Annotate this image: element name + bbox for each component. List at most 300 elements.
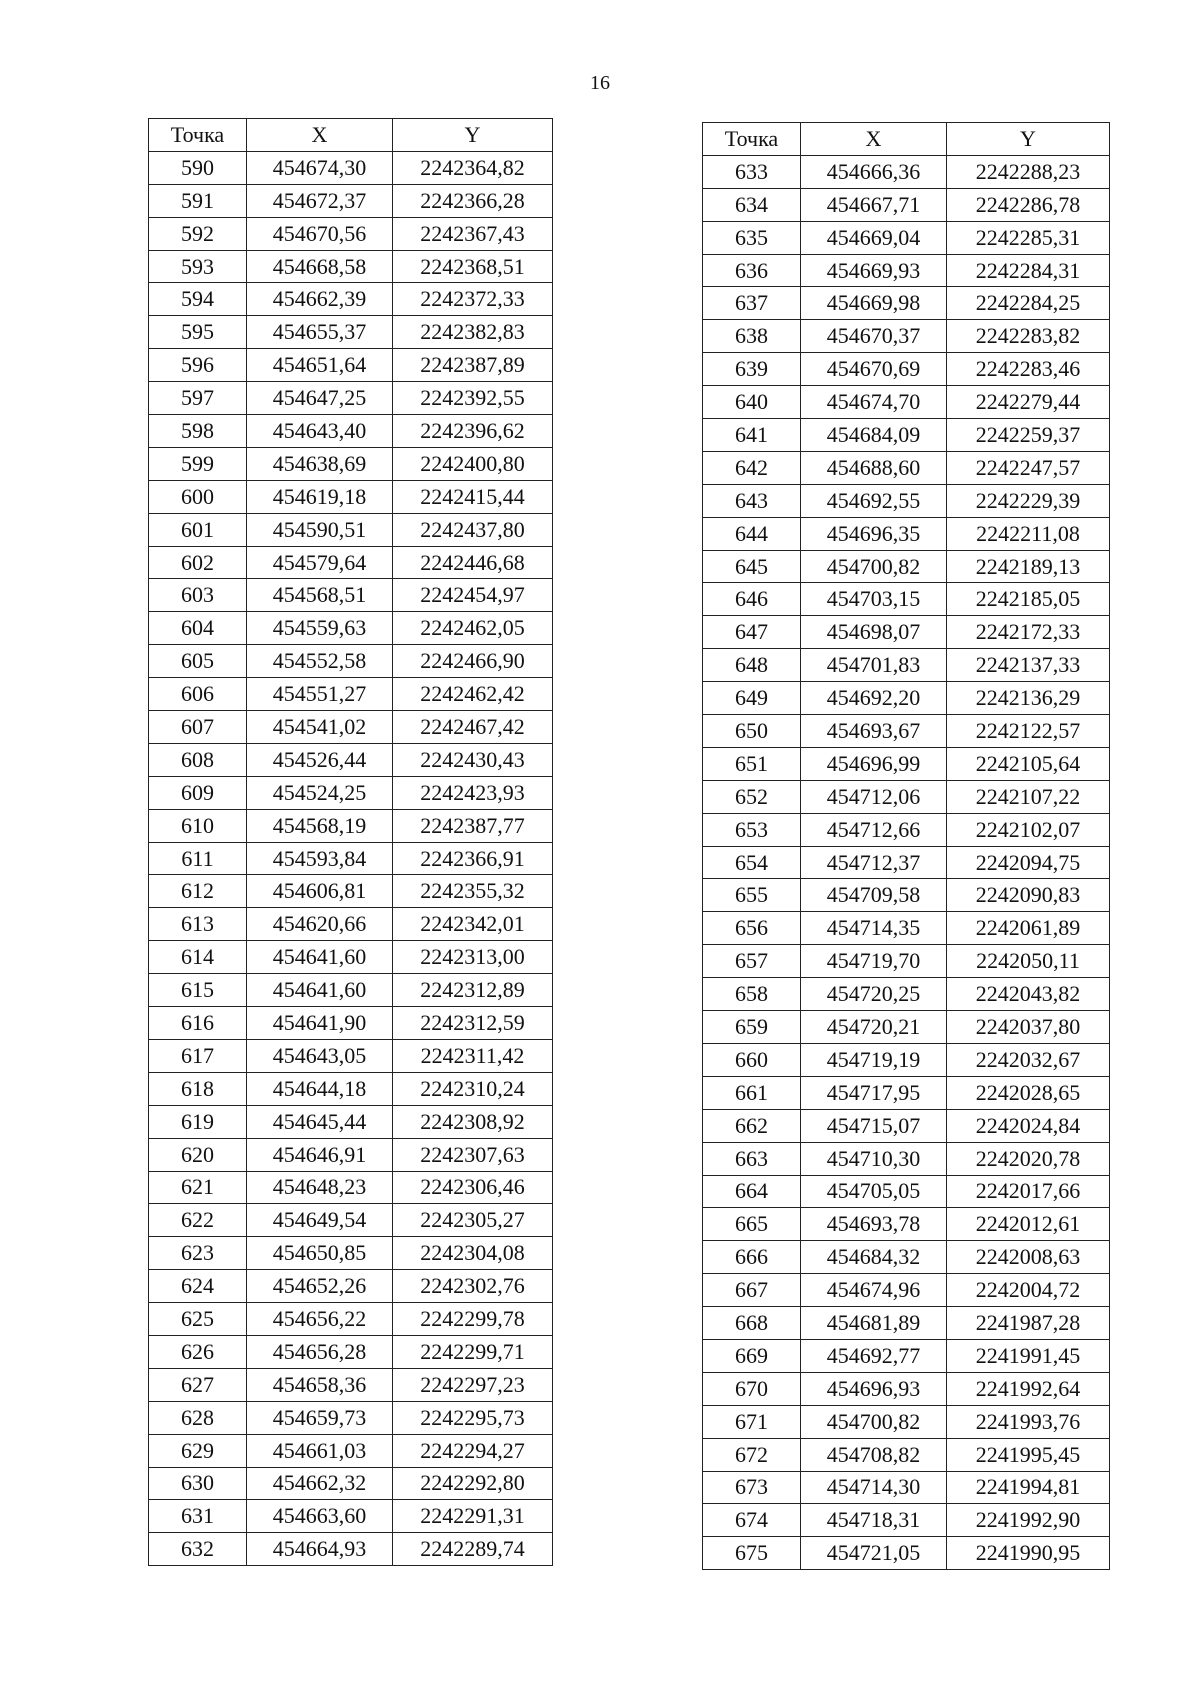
cell-y: 2242387,77 [393, 809, 553, 842]
cell-point: 642 [703, 451, 801, 484]
cell-x: 454641,60 [247, 941, 393, 974]
table-row [149, 447, 553, 480]
cell-y: 2242294,27 [393, 1434, 553, 1467]
cell-point: 622 [149, 1204, 247, 1237]
cell-point: 661 [703, 1076, 801, 1109]
table-row [703, 1011, 1110, 1044]
cell-y: 2242304,08 [393, 1237, 553, 1270]
cell-point: 619 [149, 1105, 247, 1138]
header-y: Y [393, 119, 553, 152]
cell-point: 618 [149, 1072, 247, 1105]
table-row [149, 908, 553, 941]
table-row [149, 1171, 553, 1204]
cell-x: 454715,07 [801, 1109, 947, 1142]
table-row [703, 1142, 1110, 1175]
cell-y: 2242462,05 [393, 612, 553, 645]
cell-point: 606 [149, 678, 247, 711]
cell-point: 654 [703, 846, 801, 879]
cell-point: 652 [703, 780, 801, 813]
cell-point: 602 [149, 546, 247, 579]
cell-x: 454700,82 [801, 550, 947, 583]
cell-point: 640 [703, 386, 801, 419]
cell-x: 454692,77 [801, 1339, 947, 1372]
table-row [703, 1175, 1110, 1208]
cell-x: 454661,03 [247, 1434, 393, 1467]
cell-x: 454696,99 [801, 747, 947, 780]
cell-y: 2242454,97 [393, 579, 553, 612]
cell-point: 648 [703, 649, 801, 682]
table-row [703, 945, 1110, 978]
cell-x: 454641,90 [247, 1007, 393, 1040]
table-row [149, 579, 553, 612]
table-row [703, 1438, 1110, 1471]
cell-point: 660 [703, 1043, 801, 1076]
coordinates-table-right [702, 122, 1110, 1570]
cell-y: 2242283,46 [947, 353, 1110, 386]
cell-x: 454714,30 [801, 1471, 947, 1504]
table-row [703, 583, 1110, 616]
table-row [703, 879, 1110, 912]
cell-y: 2242342,01 [393, 908, 553, 941]
table-row [149, 743, 553, 776]
table-row [149, 217, 553, 250]
cell-y: 2242284,31 [947, 254, 1110, 287]
cell-point: 594 [149, 283, 247, 316]
table-row [703, 1339, 1110, 1372]
table-row [149, 151, 553, 184]
cell-y: 2242032,67 [947, 1043, 1110, 1076]
table-row [149, 382, 553, 415]
cell-y: 2242466,90 [393, 645, 553, 678]
table-row [149, 678, 553, 711]
cell-x: 454712,06 [801, 780, 947, 813]
cell-y: 2242102,07 [947, 813, 1110, 846]
cell-y: 2242355,32 [393, 875, 553, 908]
cell-x: 454647,25 [247, 382, 393, 415]
cell-point: 603 [149, 579, 247, 612]
table-row [703, 1208, 1110, 1241]
coordinates-table-left [148, 118, 553, 1566]
cell-y: 2242423,93 [393, 776, 553, 809]
cell-point: 607 [149, 711, 247, 744]
cell-y: 2242372,33 [393, 283, 553, 316]
table-row [703, 1537, 1110, 1570]
table-row [149, 1072, 553, 1105]
cell-x: 454719,70 [801, 945, 947, 978]
cell-y: 2242289,74 [393, 1533, 553, 1566]
cell-y: 2242392,55 [393, 382, 553, 415]
table-row [149, 809, 553, 842]
table-row [703, 978, 1110, 1011]
cell-x: 454667,71 [801, 188, 947, 221]
cell-point: 650 [703, 715, 801, 748]
table-row [703, 1471, 1110, 1504]
cell-y: 2242211,08 [947, 517, 1110, 550]
cell-x: 454552,58 [247, 645, 393, 678]
cell-x: 454655,37 [247, 316, 393, 349]
cell-x: 454645,44 [247, 1105, 393, 1138]
cell-y: 2242286,78 [947, 188, 1110, 221]
cell-y: 2242090,83 [947, 879, 1110, 912]
cell-x: 454656,22 [247, 1303, 393, 1336]
cell-y: 2242364,82 [393, 151, 553, 184]
cell-point: 655 [703, 879, 801, 912]
cell-point: 631 [149, 1500, 247, 1533]
table-row [149, 546, 553, 579]
cell-x: 454684,09 [801, 419, 947, 452]
cell-y: 2242312,59 [393, 1007, 553, 1040]
cell-point: 633 [703, 155, 801, 188]
cell-x: 454656,28 [247, 1335, 393, 1368]
cell-x: 454668,58 [247, 250, 393, 283]
cell-x: 454672,37 [247, 184, 393, 217]
cell-point: 608 [149, 743, 247, 776]
cell-y: 2242366,91 [393, 842, 553, 875]
cell-point: 613 [149, 908, 247, 941]
table-row [703, 451, 1110, 484]
cell-point: 639 [703, 353, 801, 386]
cell-point: 625 [149, 1303, 247, 1336]
table-row [149, 1237, 553, 1270]
cell-point: 628 [149, 1401, 247, 1434]
cell-y: 2242137,33 [947, 649, 1110, 682]
cell-y: 2241990,95 [947, 1537, 1110, 1570]
cell-point: 667 [703, 1274, 801, 1307]
cell-point: 597 [149, 382, 247, 415]
table-row [703, 682, 1110, 715]
cell-y: 2242299,78 [393, 1303, 553, 1336]
table-row [703, 813, 1110, 846]
cell-x: 454720,25 [801, 978, 947, 1011]
cell-x: 454590,51 [247, 513, 393, 546]
header-point: Точка [703, 123, 801, 156]
cell-point: 598 [149, 415, 247, 448]
table-row [149, 1335, 553, 1368]
cell-x: 454698,07 [801, 616, 947, 649]
cell-y: 2242017,66 [947, 1175, 1110, 1208]
cell-point: 630 [149, 1467, 247, 1500]
cell-y: 2242367,43 [393, 217, 553, 250]
table-row [149, 1204, 553, 1237]
cell-point: 672 [703, 1438, 801, 1471]
cell-y: 2242467,42 [393, 711, 553, 744]
cell-point: 601 [149, 513, 247, 546]
cell-y: 2242415,44 [393, 480, 553, 513]
header-y: Y [947, 123, 1110, 156]
cell-y: 2242279,44 [947, 386, 1110, 419]
cell-x: 454664,93 [247, 1533, 393, 1566]
table-row [149, 1105, 553, 1138]
cell-x: 454649,54 [247, 1204, 393, 1237]
cell-x: 454674,70 [801, 386, 947, 419]
cell-point: 620 [149, 1138, 247, 1171]
cell-y: 2242430,43 [393, 743, 553, 776]
table-row [149, 1467, 553, 1500]
cell-y: 2242285,31 [947, 221, 1110, 254]
table-row [149, 1533, 553, 1566]
table-row [703, 747, 1110, 780]
cell-point: 670 [703, 1372, 801, 1405]
cell-point: 614 [149, 941, 247, 974]
cell-x: 454720,21 [801, 1011, 947, 1044]
cell-point: 610 [149, 809, 247, 842]
cell-x: 454641,60 [247, 974, 393, 1007]
table-row [703, 1241, 1110, 1274]
table-row [149, 1401, 553, 1434]
table-row [149, 415, 553, 448]
cell-point: 635 [703, 221, 801, 254]
cell-point: 600 [149, 480, 247, 513]
cell-y: 2242299,71 [393, 1335, 553, 1368]
cell-y: 2242043,82 [947, 978, 1110, 1011]
cell-x: 454662,32 [247, 1467, 393, 1500]
cell-y: 2242105,64 [947, 747, 1110, 780]
cell-y: 2242446,68 [393, 546, 553, 579]
cell-point: 663 [703, 1142, 801, 1175]
cell-point: 645 [703, 550, 801, 583]
cell-y: 2242295,73 [393, 1401, 553, 1434]
cell-x: 454670,37 [801, 320, 947, 353]
table-row [703, 188, 1110, 221]
table-row [149, 941, 553, 974]
cell-x: 454681,89 [801, 1307, 947, 1340]
cell-x: 454651,64 [247, 349, 393, 382]
cell-x: 454693,78 [801, 1208, 947, 1241]
cell-y: 2242437,80 [393, 513, 553, 546]
header-point: Точка [149, 119, 247, 152]
cell-x: 454579,64 [247, 546, 393, 579]
cell-point: 651 [703, 747, 801, 780]
cell-y: 2242291,31 [393, 1500, 553, 1533]
cell-x: 454663,60 [247, 1500, 393, 1533]
table-row [149, 776, 553, 809]
cell-point: 616 [149, 1007, 247, 1040]
cell-point: 629 [149, 1434, 247, 1467]
cell-x: 454658,36 [247, 1368, 393, 1401]
cell-x: 454526,44 [247, 743, 393, 776]
cell-x: 454714,35 [801, 912, 947, 945]
cell-point: 634 [703, 188, 801, 221]
cell-x: 454674,30 [247, 151, 393, 184]
table-header-row [149, 119, 553, 152]
table-row [703, 221, 1110, 254]
table-row [703, 419, 1110, 452]
cell-y: 2241992,64 [947, 1372, 1110, 1405]
cell-x: 454708,82 [801, 1438, 947, 1471]
cell-y: 2242020,78 [947, 1142, 1110, 1175]
table-row [149, 1434, 553, 1467]
table-row [149, 974, 553, 1007]
cell-x: 454568,51 [247, 579, 393, 612]
table-row [703, 517, 1110, 550]
cell-point: 599 [149, 447, 247, 480]
cell-x: 454568,19 [247, 809, 393, 842]
table-row [149, 875, 553, 908]
cell-point: 646 [703, 583, 801, 616]
cell-point: 621 [149, 1171, 247, 1204]
cell-point: 659 [703, 1011, 801, 1044]
cell-y: 2242284,25 [947, 287, 1110, 320]
cell-point: 657 [703, 945, 801, 978]
cell-x: 454709,58 [801, 879, 947, 912]
cell-point: 647 [703, 616, 801, 649]
table-row [149, 612, 553, 645]
cell-x: 454648,23 [247, 1171, 393, 1204]
table-row [149, 480, 553, 513]
cell-x: 454721,05 [801, 1537, 947, 1570]
cell-point: 591 [149, 184, 247, 217]
cell-y: 2242028,65 [947, 1076, 1110, 1109]
table-row [703, 846, 1110, 879]
cell-x: 454692,20 [801, 682, 947, 715]
cell-x: 454712,66 [801, 813, 947, 846]
cell-x: 454650,85 [247, 1237, 393, 1270]
cell-point: 615 [149, 974, 247, 1007]
cell-point: 596 [149, 349, 247, 382]
table-row [149, 513, 553, 546]
cell-x: 454688,60 [801, 451, 947, 484]
cell-x: 454659,73 [247, 1401, 393, 1434]
table-row [703, 1043, 1110, 1076]
table-row [703, 320, 1110, 353]
table-row [149, 1303, 553, 1336]
cell-y: 2241995,45 [947, 1438, 1110, 1471]
table-row [703, 780, 1110, 813]
cell-x: 454551,27 [247, 678, 393, 711]
cell-point: 604 [149, 612, 247, 645]
cell-y: 2242307,63 [393, 1138, 553, 1171]
cell-point: 649 [703, 682, 801, 715]
table-row [703, 1274, 1110, 1307]
cell-x: 454703,15 [801, 583, 947, 616]
table-row [149, 711, 553, 744]
cell-y: 2242400,80 [393, 447, 553, 480]
table-row [703, 484, 1110, 517]
cell-point: 592 [149, 217, 247, 250]
cell-point: 637 [703, 287, 801, 320]
cell-x: 454700,82 [801, 1405, 947, 1438]
cell-point: 664 [703, 1175, 801, 1208]
cell-y: 2242008,63 [947, 1241, 1110, 1274]
cell-y: 2242368,51 [393, 250, 553, 283]
cell-y: 2242462,42 [393, 678, 553, 711]
cell-y: 2242292,80 [393, 1467, 553, 1500]
cell-y: 2242302,76 [393, 1270, 553, 1303]
cell-y: 2242172,33 [947, 616, 1110, 649]
cell-point: 595 [149, 316, 247, 349]
cell-y: 2242283,82 [947, 320, 1110, 353]
table-row [703, 353, 1110, 386]
cell-x: 454692,55 [801, 484, 947, 517]
cell-y: 2242004,72 [947, 1274, 1110, 1307]
cell-x: 454666,36 [801, 155, 947, 188]
cell-y: 2242306,46 [393, 1171, 553, 1204]
table-row [149, 1368, 553, 1401]
page-number: 16 [590, 72, 610, 94]
cell-point: 627 [149, 1368, 247, 1401]
table-row [149, 842, 553, 875]
cell-y: 2242311,42 [393, 1039, 553, 1072]
cell-y: 2242313,00 [393, 941, 553, 974]
cell-point: 665 [703, 1208, 801, 1241]
cell-x: 454674,96 [801, 1274, 947, 1307]
cell-x: 454646,91 [247, 1138, 393, 1171]
cell-x: 454541,02 [247, 711, 393, 744]
cell-y: 2242366,28 [393, 184, 553, 217]
table-row [703, 155, 1110, 188]
cell-y: 2241992,90 [947, 1504, 1110, 1537]
cell-y: 2242189,13 [947, 550, 1110, 583]
table-row [149, 1270, 553, 1303]
cell-point: 624 [149, 1270, 247, 1303]
cell-x: 454606,81 [247, 875, 393, 908]
cell-x: 454524,25 [247, 776, 393, 809]
cell-x: 454620,66 [247, 908, 393, 941]
cell-point: 653 [703, 813, 801, 846]
cell-x: 454710,30 [801, 1142, 947, 1175]
cell-y: 2242312,89 [393, 974, 553, 1007]
cell-point: 626 [149, 1335, 247, 1368]
table-row [703, 550, 1110, 583]
cell-y: 2242050,11 [947, 945, 1110, 978]
cell-y: 2241991,45 [947, 1339, 1110, 1372]
cell-x: 454705,05 [801, 1175, 947, 1208]
table-row [703, 616, 1110, 649]
cell-x: 454718,31 [801, 1504, 947, 1537]
cell-point: 641 [703, 419, 801, 452]
cell-point: 611 [149, 842, 247, 875]
table-row [703, 649, 1110, 682]
table-header-row [703, 123, 1110, 156]
cell-point: 656 [703, 912, 801, 945]
cell-x: 454717,95 [801, 1076, 947, 1109]
cell-point: 593 [149, 250, 247, 283]
table-row [149, 1039, 553, 1072]
table-row [149, 349, 553, 382]
table-row [703, 287, 1110, 320]
cell-point: 623 [149, 1237, 247, 1270]
table-row [703, 254, 1110, 287]
table-row [149, 250, 553, 283]
table-row [149, 1007, 553, 1040]
table-row [149, 316, 553, 349]
cell-y: 2242247,57 [947, 451, 1110, 484]
cell-y: 2242107,22 [947, 780, 1110, 813]
cell-point: 590 [149, 151, 247, 184]
cell-point: 636 [703, 254, 801, 287]
cell-point: 644 [703, 517, 801, 550]
cell-y: 2242305,27 [393, 1204, 553, 1237]
cell-point: 668 [703, 1307, 801, 1340]
cell-x: 454669,04 [801, 221, 947, 254]
cell-x: 454670,69 [801, 353, 947, 386]
cell-x: 454652,26 [247, 1270, 393, 1303]
cell-y: 2241994,81 [947, 1471, 1110, 1504]
header-x: X [247, 119, 393, 152]
cell-point: 617 [149, 1039, 247, 1072]
cell-y: 2242229,39 [947, 484, 1110, 517]
table-row [149, 1138, 553, 1171]
cell-y: 2242288,23 [947, 155, 1110, 188]
table-row [703, 386, 1110, 419]
cell-y: 2242094,75 [947, 846, 1110, 879]
table-row [703, 1504, 1110, 1537]
cell-x: 454638,69 [247, 447, 393, 480]
cell-x: 454696,35 [801, 517, 947, 550]
table-row [149, 645, 553, 678]
cell-point: 609 [149, 776, 247, 809]
table-row [703, 715, 1110, 748]
